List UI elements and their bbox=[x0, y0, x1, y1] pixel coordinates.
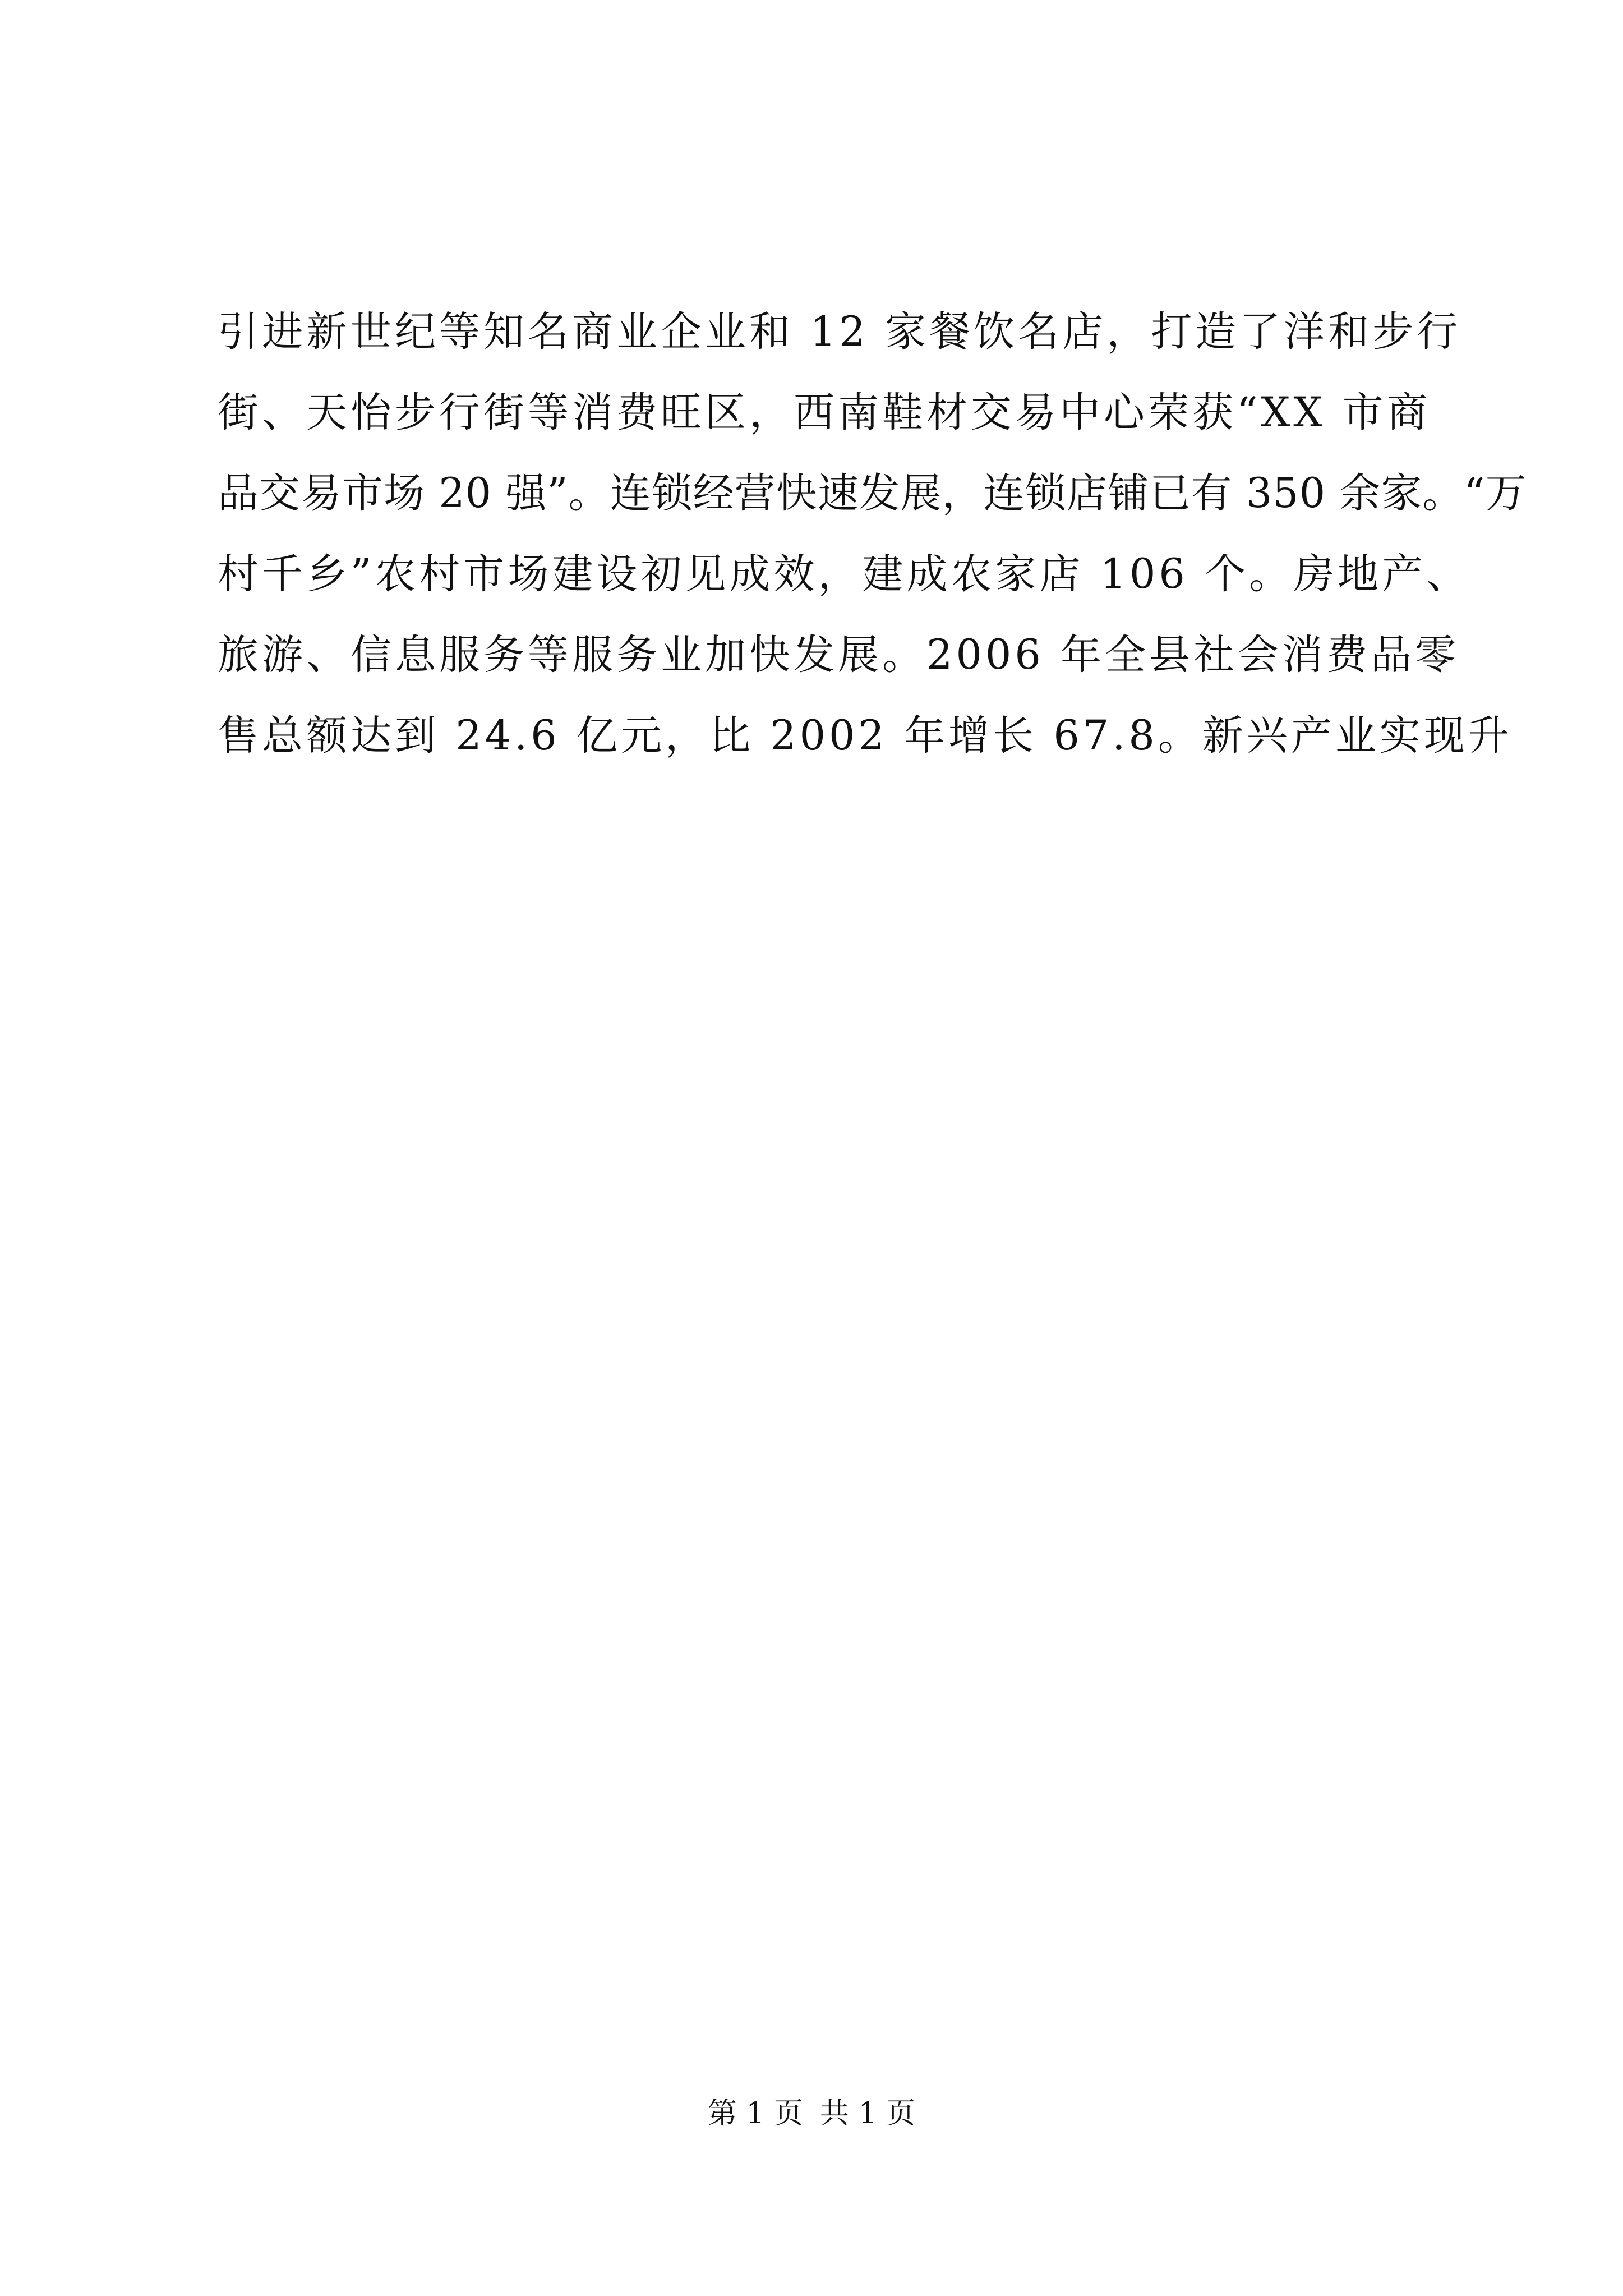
page-footer bbox=[0, 2091, 1623, 2136]
text-line-5: 旅游、信息服务等服务业加快发展。2006 年全县社会消费品零 bbox=[218, 631, 1459, 679]
body-paragraph bbox=[218, 292, 1527, 776]
text-line-3: 品交易市场 20 强”。连锁经营快速发展，连锁店铺已有 350 余家。“万 bbox=[218, 470, 1527, 517]
text-line-6: 售总额达到 24.6 亿元，比 2002 年增长 67.8。新兴产业实现升 bbox=[218, 712, 1513, 760]
page-number: 第 1 页 bbox=[707, 2097, 803, 2131]
text-line-1: 引进新世纪等知名商业企业和 12 家餐饮名店，打造了洋和步行 bbox=[218, 308, 1461, 356]
text-line-2: 街、天怡步行街等消费旺区，西南鞋材交易中心荣获“XX 市商 bbox=[218, 389, 1431, 436]
text-line-4: 村千乡”农村市场建设初见成效，建成农家店 106 个。房地产、 bbox=[218, 550, 1471, 598]
page-total: 共 1 页 bbox=[820, 2097, 916, 2131]
